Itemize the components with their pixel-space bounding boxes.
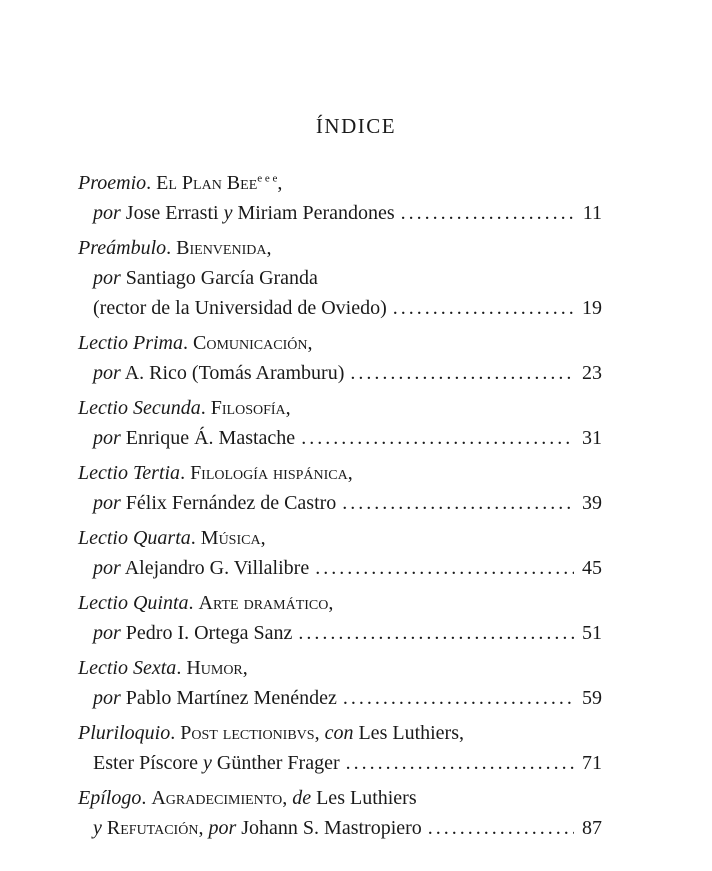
dot-leader (428, 813, 574, 843)
toc-entry-heading: Preámbulo. Bienvenida, (78, 237, 272, 259)
connector-word: y (93, 817, 102, 839)
author-name: Pedro I. Ortega Sanz (125, 622, 293, 644)
dot-leader (393, 293, 574, 323)
toc-entry[interactable] (78, 783, 602, 843)
toc-entry-authors (78, 553, 602, 583)
toc-list (78, 168, 602, 848)
dot-leader (301, 423, 574, 453)
connector-word: por (93, 492, 121, 514)
connector-word: por (93, 557, 121, 579)
connector-word: por (93, 362, 121, 384)
connector-word: y (223, 202, 233, 224)
toc-entry-authors (78, 748, 602, 778)
toc-entry-heading: Lectio Quinta. Arte dramático, (78, 592, 334, 614)
toc-entry[interactable] (78, 718, 602, 778)
page-number: 39 (582, 492, 602, 514)
page-number: 11 (582, 202, 602, 224)
toc-entry-heading: Epílogo. Agradecimiento, de Les Luthiers (78, 787, 417, 809)
section-title: Filología hispánica (190, 462, 348, 484)
connector-word: por (93, 202, 121, 224)
section-title: Filosofía (210, 397, 286, 419)
connector-word: con (324, 722, 354, 744)
section-title: Post lectionibvs (180, 722, 315, 744)
section-label: Lectio Quarta (78, 527, 191, 549)
toc-entry[interactable] (78, 393, 602, 453)
connector-word: por (93, 687, 121, 709)
page-number: 23 (582, 362, 602, 384)
dot-leader (350, 358, 574, 388)
section-title: Arte dramático (198, 592, 329, 614)
section-title: El Plan Bee (156, 172, 258, 194)
page-number: 71 (582, 752, 602, 774)
toc-entry-note (78, 293, 602, 323)
section-label: Preámbulo (78, 237, 167, 259)
toc-entry-heading: Pluriloquio. Post lectionibvs, con Les Luthiers, (78, 722, 464, 744)
section-collaborator: Les Luthiers, (358, 722, 464, 744)
author-affiliation: (rector de la Universidad de Oviedo) (93, 297, 387, 319)
toc-entry-authors (78, 488, 602, 518)
dot-leader (343, 683, 574, 713)
dot-leader (298, 618, 574, 648)
section-title: Humor (186, 657, 243, 679)
connector-word: por (93, 427, 121, 449)
dot-leader (346, 748, 574, 778)
toc-entry-authors (78, 618, 602, 648)
toc-entry-authors (78, 263, 602, 293)
toc-entry[interactable] (78, 168, 602, 228)
section-title: Refutación (106, 817, 199, 839)
toc-entry-authors (78, 198, 602, 228)
toc-entry-authors (78, 423, 602, 453)
section-label: Epílogo (78, 787, 142, 809)
dot-leader (401, 198, 574, 228)
author-name: A. Rico (Tomás Aramburu) (124, 362, 345, 384)
toc-entry-heading: Proemio. El Plan Bee$^{e e e}$, (78, 172, 283, 194)
section-label: Pluriloquio (78, 722, 171, 744)
author-name: Enrique Á. Mastache (125, 427, 296, 449)
toc-entry[interactable] (78, 653, 602, 713)
section-label: Lectio Tertia (78, 462, 181, 484)
section-title: Bienvenida (176, 237, 267, 259)
author-name: Johann S. Mastropiero (241, 817, 422, 839)
section-label: Proemio (78, 172, 147, 194)
toc-entry-heading: Lectio Quarta. Música, (78, 527, 266, 549)
connector-word: y (202, 752, 212, 774)
toc-entry-heading: Lectio Tertia. Filología hispánica, (78, 462, 353, 484)
page-number: 87 (582, 817, 602, 839)
toc-entry[interactable] (78, 588, 602, 648)
author-name: Günther Frager (216, 752, 340, 774)
connector-word: por (93, 622, 121, 644)
page-number: 51 (582, 622, 602, 644)
section-label: Lectio Secunda (78, 397, 201, 419)
section-title: Comunicación (193, 332, 308, 354)
section-label: Lectio Prima (78, 332, 183, 354)
dot-leader (342, 488, 574, 518)
toc-entry-authors: y Refutación, por Johann S. Mastropiero ..... 87 (78, 813, 602, 843)
toc-entry[interactable] (78, 233, 602, 323)
page-number: 19 (582, 297, 602, 319)
toc-entry-heading: Lectio Prima. Comunicación, (78, 332, 313, 354)
section-title-punct: , (277, 172, 283, 194)
toc-entry[interactable] (78, 458, 602, 518)
section-label: Lectio Quinta (78, 592, 189, 614)
section-title-superscript: e e e (257, 172, 278, 185)
section-label: Lectio Sexta (78, 657, 177, 679)
toc-entry-heading: Lectio Secunda. Filosofía, (78, 397, 291, 419)
author-name: Ester Píscore (93, 752, 198, 774)
author-name: Santiago García Granda (125, 267, 318, 289)
toc-entry-authors (78, 358, 602, 388)
connector-word: por (208, 817, 237, 839)
toc-entry[interactable] (78, 328, 602, 388)
author-name: Pablo Martínez Menéndez (125, 687, 337, 709)
page-title: ÍNDICE (315, 114, 397, 138)
author-name: Alejandro G. Villalibre (124, 557, 310, 579)
connector-word: por (93, 267, 121, 289)
toc-entry-heading: Lectio Sexta. Humor, (78, 657, 248, 679)
section-title: Agradecimiento (151, 787, 283, 809)
section-title: Música (200, 527, 261, 549)
connector-word: de (292, 787, 312, 809)
page-number: 59 (582, 687, 602, 709)
toc-entry[interactable] (78, 523, 602, 583)
page-number: 45 (582, 557, 602, 579)
dot-leader (315, 553, 574, 583)
author-name: Jose Errasti (125, 202, 219, 224)
author-name: Félix Fernández de Castro (125, 492, 337, 514)
page-number: 31 (582, 427, 602, 449)
author-name: Miriam Perandones (237, 202, 395, 224)
section-collaborator: Les Luthiers (316, 787, 417, 809)
toc-entry-authors (78, 683, 602, 713)
